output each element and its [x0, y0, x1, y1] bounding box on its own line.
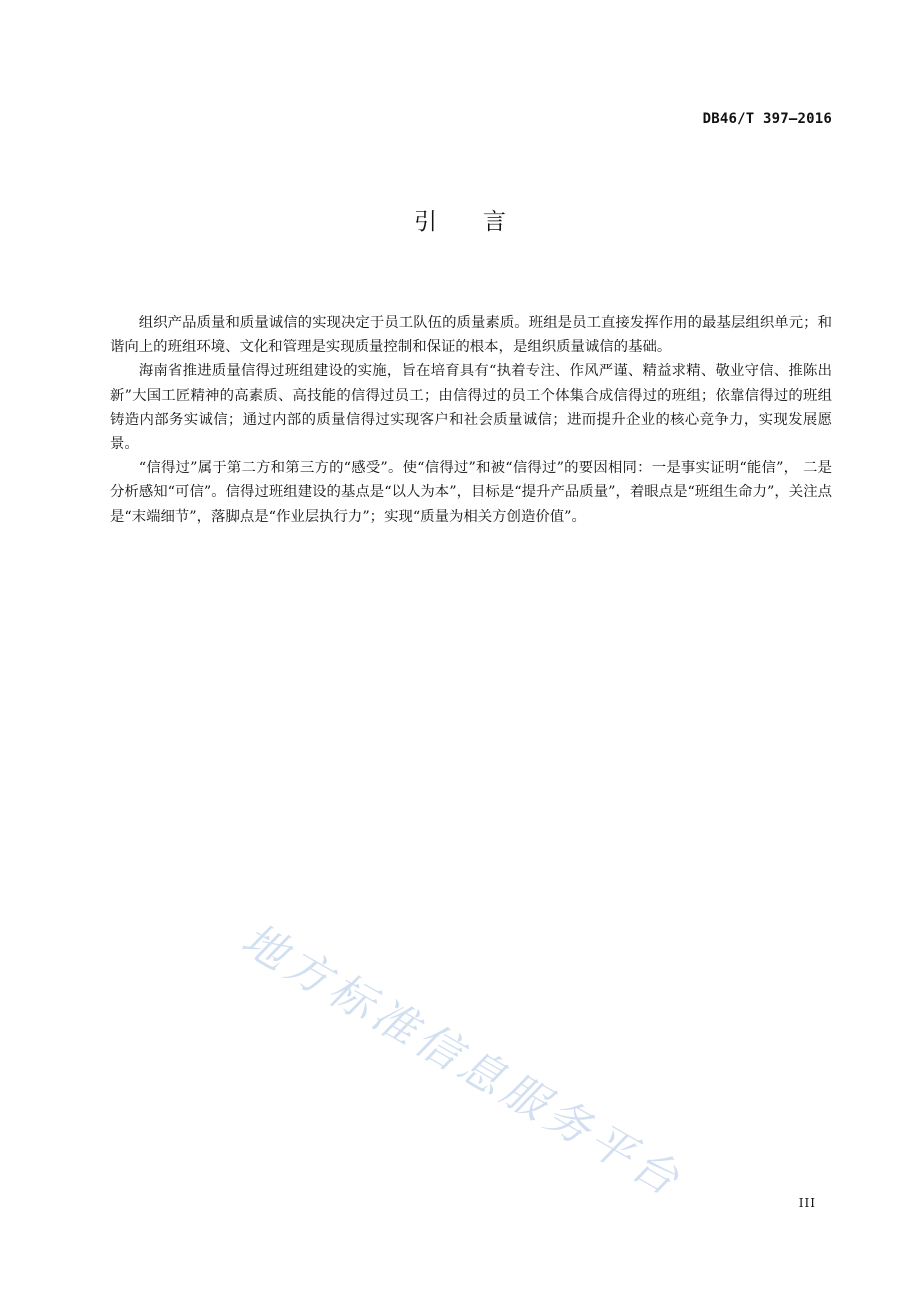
paragraph-1: 组织产品质量和质量诚信的实现决定于员工队伍的质量素质。班组是员工直接发挥作用的最基层组织单元；和谐向上的班组环境、文化和管理是实现质量控制和保证的根本，是组织质量诚信的基础。 [110, 315, 832, 356]
page-title: 引言 [414, 209, 552, 235]
watermark: 地方标准信息服务平台 [233, 913, 692, 1208]
introduction-body [110, 311, 832, 529]
document-code: DB46/T 397—2016 [702, 111, 832, 127]
page-number: III [798, 1196, 816, 1210]
paragraph-2: 海南省推进质量信得过班组建设的实施，旨在培育具有“执着专注、作风严谨、精益求精、敬业守信、推陈出新”大国工匠精神的高素质、高技能的信得过员工；由信得过的员工个体集合成信得过的班组；依靠信得过的班组铸造内部务实诚信；通过内部的质量信得过实现客户和社会质量诚信；进而提升企业的核心竞争力，实现发展愿景。 [110, 363, 832, 453]
paragraph-3: “信得过”属于第二方和第三方的“感受”。使“信得过”和被“信得过”的要因相同：一是事实证明“能信”， 二是分析感知“可信”。信得过班组建设的基点是“以人为本”，目标是“提升产品质量”，着眼点是“班组生命力”，关注点是“末端细节”，落脚点是“作业层执行力”；实现“质量为相关方创造价值”。 [110, 460, 832, 525]
